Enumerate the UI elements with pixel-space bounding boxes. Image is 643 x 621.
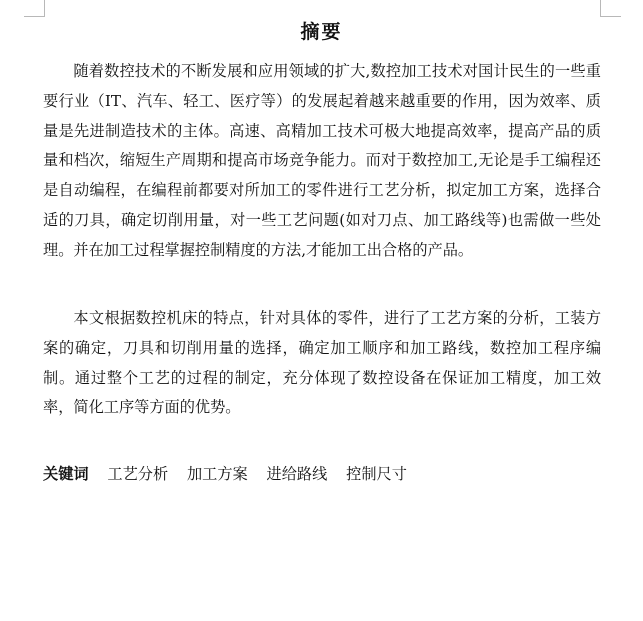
abstract-paragraph-1: 随着数控技术的不断发展和应用领域的扩大,数控加工技术对国计民生的一些重要行业（IT、汽车、轻工、医疗等）的发展起着越来越重要的作用，因为效率、质量是先进制造技术的主体。高速、高精加工技术可极大地提高效率，提高产品的质量和档次，缩短生产周期和提高市场竞争能力。而对于数控加工,无论是手工编程还是自动编程，在编程前都要对所加工的零件进行工艺分析，拟定加工方案，选择合适的刀具，确定切削用量，对一些工艺问题(如对刀点、加工路线等)也需做一些处理。并在加工过程掌握控制精度的方法,才能加工出合格的产品。 (43, 62, 601, 259)
abstract-title: 摘要 (300, 21, 343, 43)
keyword-item: 加工方案 (186, 465, 248, 483)
keyword-item: 控制尺寸 (346, 465, 407, 483)
keywords-line (43, 460, 421, 488)
crop-mark-top-left (24, 0, 45, 17)
keyword-item: 进给路线 (266, 465, 328, 483)
crop-mark-top-right (600, 0, 621, 17)
keyword-item: 工艺分析 (107, 465, 169, 483)
keywords-label: 关键词 (43, 465, 89, 483)
abstract-paragraph-2: 本文根据数控机床的特点，针对具体的零件，进行了工艺方案的分析，工装方案的确定，刀具和切削用量的选择，确定加工顺序和加工路线，数控加工程序编制。通过整个工艺的过程的制定，充分体现了数控设备在保证加工精度，加工效率，简化工序等方面的优势。 (43, 309, 601, 417)
